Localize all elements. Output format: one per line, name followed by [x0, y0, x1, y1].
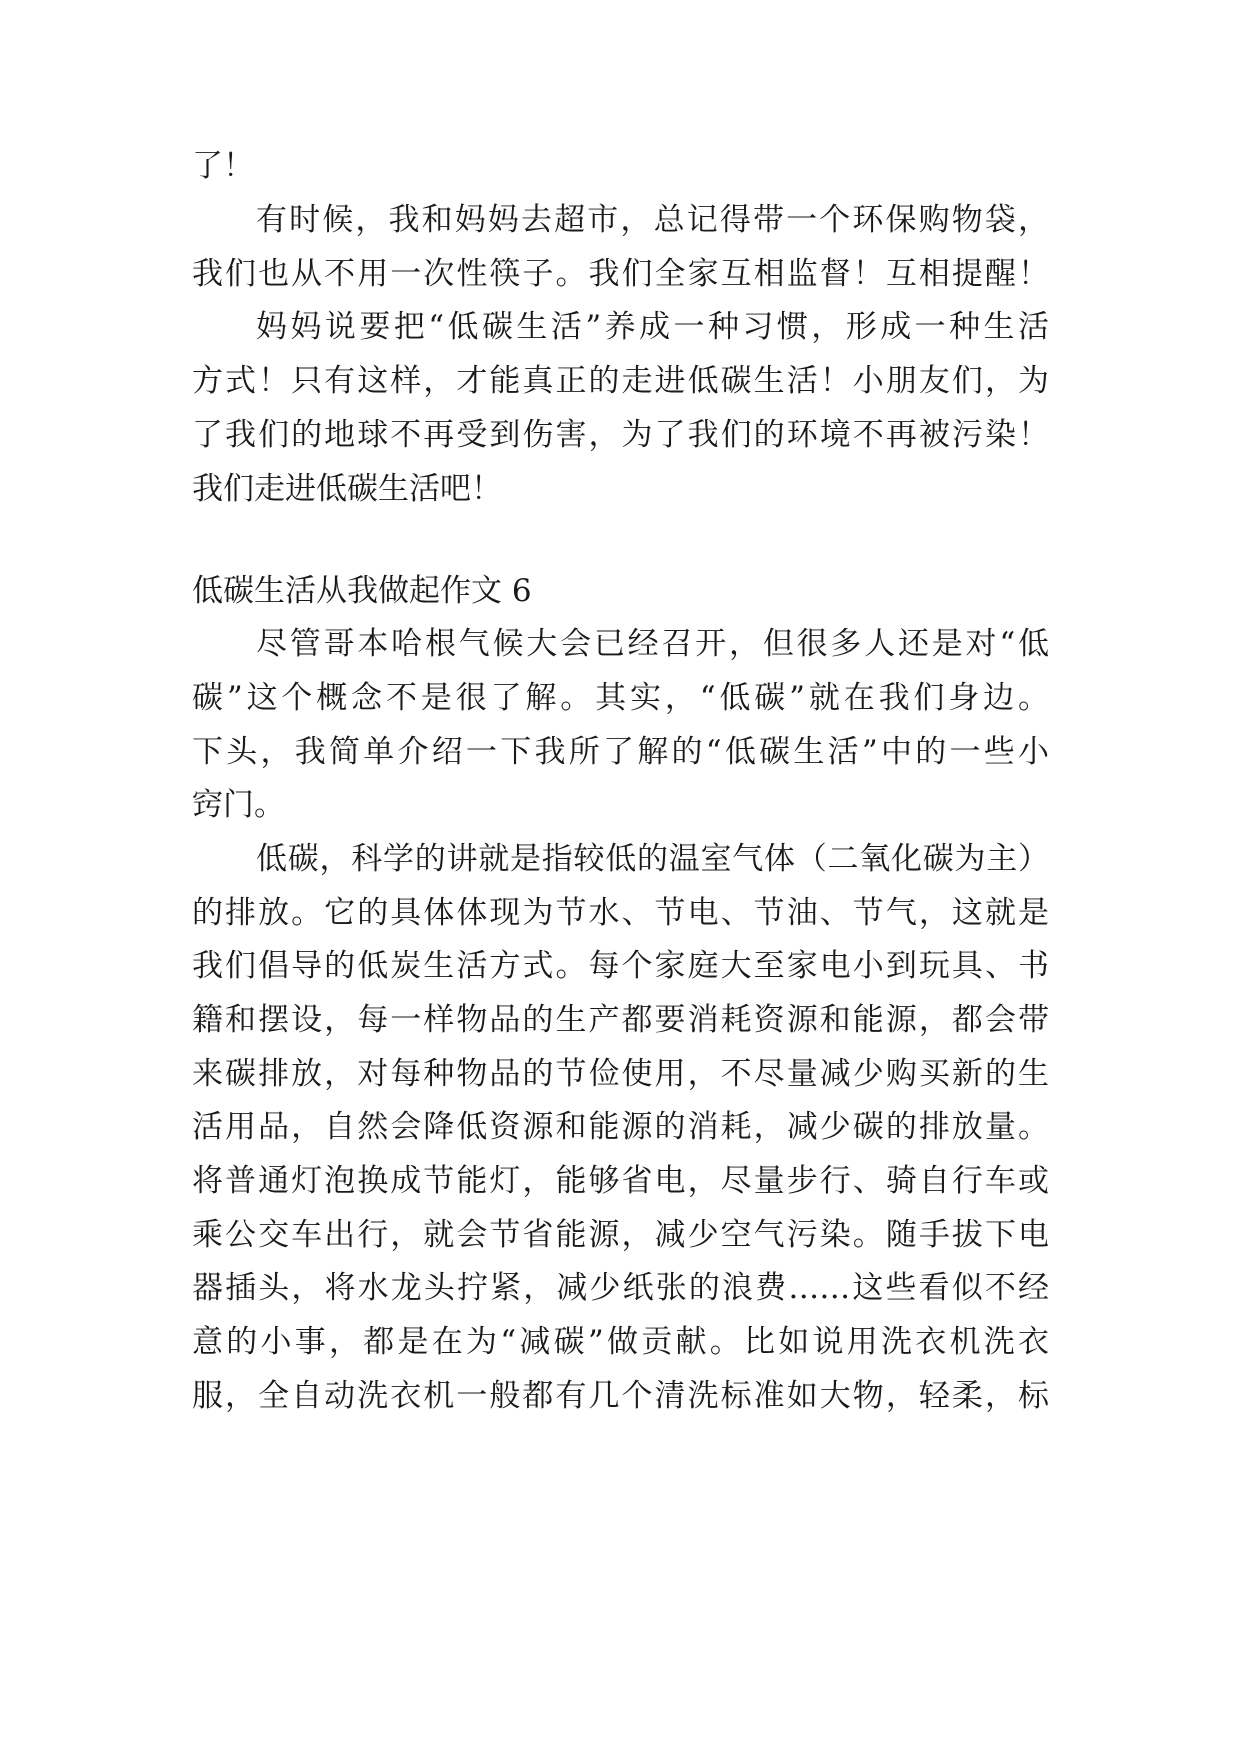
paragraph-line: 我们走进低碳生活吧！	[192, 471, 502, 507]
paragraph-line: 器插头，将水龙头拧紧，减少纸张的浪费……这些看似不经	[192, 1270, 1049, 1306]
paragraph-line: 方式！只有这样，才能真正的走进低碳生活！小朋友们，为	[192, 363, 1049, 399]
paragraph-line: 窍门。	[192, 787, 285, 823]
paragraph-line: 将普通灯泡换成节能灯，能够省电，尽量步行、骑自行车或	[192, 1163, 1049, 1199]
paragraph-line: 来碳排放，对每种物品的节俭使用，不尽量减少购买新的生	[192, 1056, 1049, 1092]
paragraph-line: 籍和摆设，每一样物品的生产都要消耗资源和能源，都会带	[192, 1002, 1049, 1038]
paragraph-line: 乘公交车出行，就会节省能源，减少空气污染。随手拔下电	[192, 1217, 1049, 1253]
paragraph-line: 了我们的地球不再受到伤害，为了我们的环境不再被污染！	[192, 417, 1049, 453]
paragraph-line: 尽管哥本哈根气候大会已经召开，但很多人还是对“低	[256, 626, 1049, 662]
paragraph-line: 活用品，自然会降低资源和能源的消耗，减少碳的排放量。	[192, 1109, 1049, 1145]
section-heading: 低碳生活从我做起作文 6	[192, 573, 532, 609]
paragraph-line: 下头，我简单介绍一下我所了解的“低碳生活”中的一些小	[192, 734, 1049, 770]
paragraph-line: 妈妈说要把“低碳生活”养成一种习惯，形成一种生活	[256, 309, 1049, 345]
paragraph-line: 了！	[192, 148, 254, 184]
paragraph-line: 我们也从不用一次性筷子。我们全家互相监督！互相提醒！	[192, 256, 1049, 292]
paragraph-line: 服，全自动洗衣机一般都有几个清洗标准如大物，轻柔，标	[192, 1378, 1049, 1414]
paragraph-line: 我们倡导的低炭生活方式。每个家庭大至家电小到玩具、书	[192, 948, 1049, 984]
paragraph-line: 有时候，我和妈妈去超市，总记得带一个环保购物袋，	[256, 202, 1049, 238]
paragraph-line: 的排放。它的具体体现为节水、节电、节油、节气，这就是	[192, 895, 1049, 931]
paragraph-line: 碳”这个概念不是很了解。其实，“低碳”就在我们身边。	[192, 680, 1049, 716]
paragraph-line: 低碳，科学的讲就是指较低的温室气体（二氧化碳为主）	[256, 841, 1049, 877]
paragraph-line: 意的小事，都是在为“减碳”做贡献。比如说用洗衣机洗衣	[192, 1324, 1049, 1360]
